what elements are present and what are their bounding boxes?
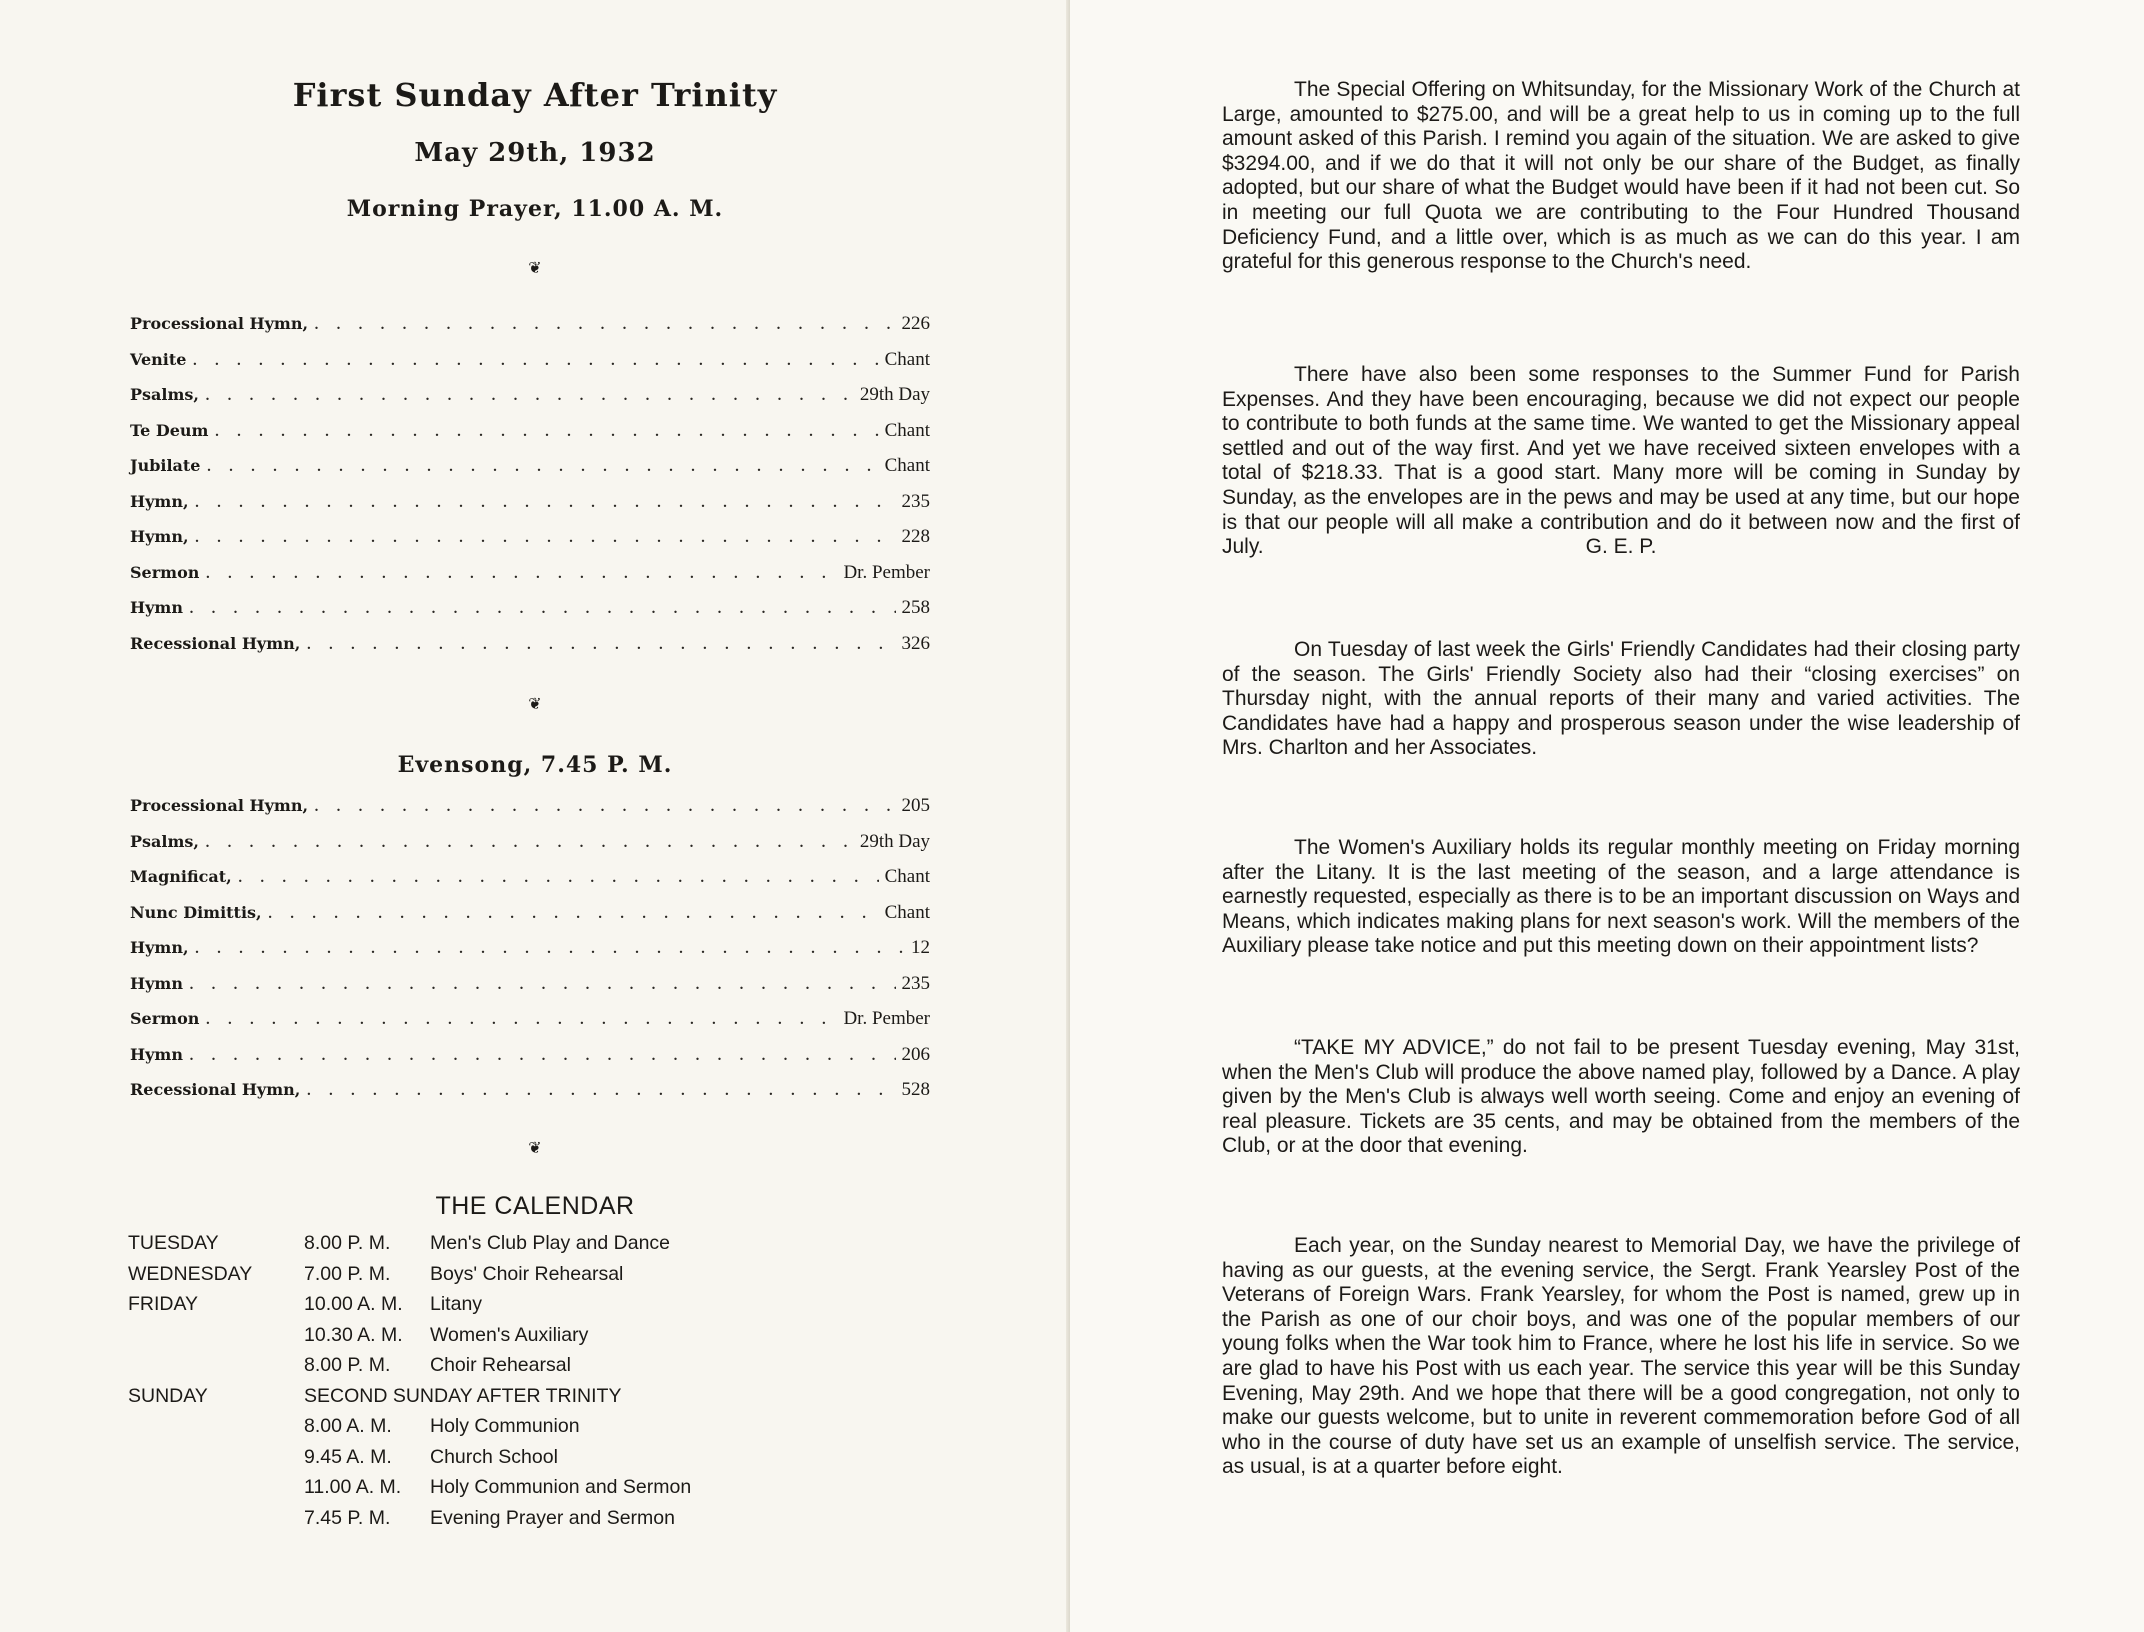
girls-friendly-paragraph: On Tuesday of last week the Girls' Friendly Candidates had their closing party of the season. The Girls' Friendly Society also had their “closing exercises” on Thursday night, with the annual reports of their many and varied activities. The Candidates have had a happy and prosperous season under the wise leadership of Mrs. Charlton and her Associates. (1222, 638, 2020, 760)
order-row: Processional Hymn, . . . 226 (130, 312, 930, 348)
order-row: Sermon . . . Dr. Pember (130, 1007, 930, 1043)
evensong-heading: Evensong, 7.45 P. M. (397, 752, 673, 778)
order-row: Processional Hymn, . . . 205 (130, 794, 930, 830)
evening-order-of-service (130, 794, 930, 1114)
morning-order-of-service (130, 312, 930, 667)
order-row: Hymn . . . 235 (130, 972, 930, 1008)
order-row: Hymn, . . . 235 (130, 490, 930, 526)
order-row: Magnificat, . . . Chant (130, 865, 930, 901)
order-row: Hymn, . . . 12 (130, 936, 930, 972)
missionary-offering-paragraph: The Special Offering on Whitsunday, for the Missionary Work of the Church at Large, amounted to $275.00, and will be a great help to us in coming up to the full amount asked of this Parish. I remind you again of the situation. We are asked to give $3294.00, and if we do that it will not only be our share of the Budget, as finally adopted, but our share of what the Budget would have been if it had not been cut. So in meeting our full Quota we are contributing to the Four Hundred Thousand Deficiency Fund, and a little over, which is as much as we can do this year. I am grateful for this generous response to the Church's need. (1222, 78, 2020, 274)
order-row: Recessional Hymn, . . . 326 (130, 632, 930, 668)
service-date: May 29th, 1932 (414, 138, 656, 168)
service-title: First Sunday After Trinity (292, 76, 778, 114)
ornament-icon: ❦ (528, 694, 542, 713)
memorial-day-paragraph: Each year, on the Sunday nearest to Memorial Day, we have the privilege of having as our guests, at the evening service, the Sergt. Frank Yearsley Post of the Veterans of Foreign Wars. Frank Yearsley, for whom the Post is named, grew up in the Parish as one of our choir boys, and was one of the popular members of our young folks when the War took him to France, where he lost his life in service. So we are glad to have his Post with us each year. The service this year will be this Sunday Evening, May 29th. And we hope that there will be a good congregation, not only to make our guests welcome, but to unite in reverent commemoration before God of all who in the course of duty have set us an example of unselfish service. The service, as usual, is at a quarter before eight. (1222, 1234, 2020, 1479)
womens-auxiliary-paragraph: The Women's Auxiliary holds its regular monthly meeting on Friday morning after the Litany. It is the last meeting of the season, and a large attendance is earnestly requested, especially as there is to be an important discussion on Ways and Means, which indicates making plans for next season's work. Will the members of the Auxiliary please take notice and put this meeting down on their appointment lists? (1222, 836, 2020, 958)
order-row: Te Deum . . . Chant (130, 419, 930, 455)
order-row: Jubilate . . . Chant (130, 454, 930, 490)
calendar-title: THE CALENDAR (435, 1192, 635, 1220)
morning-prayer-heading: Morning Prayer, 11.00 A. M. (346, 196, 724, 222)
ornament-icon: ❦ (528, 258, 542, 277)
order-row: Nunc Dimittis, . . . Chant (130, 901, 930, 937)
left-page: First Sunday After Trinity May 29th, 1932 Morning Prayer, 11.00 A. M. ❦ Processional Hymn, . . . 226 Venite . . . Chant Psalms, . . . 29th Day Te Deum . . . Chant Jubilate . . . Chant Hymn, . . . 235 Hymn, . . . 228 Sermon . . . Dr. Pember Hymn . . . 258 Recessional Hymn, . . . 326 ❦ Evensong, 7.45 P. M. Processional Hymn, . . . 205 Psalms, . . . 29th Day Magnificat, . . . Chant Nunc Dimittis, . . . Chant Hymn, . . . 12 Hymn . . . 235 Sermon . . . Dr. Pember Hymn . . . 206 Recessional Hymn, . . . 528 ❦ THE CALENDAR TUESDAY 8.00 P. M. Men's Club Play and Dance WEDNESDAY 7.00 P. M. Boys' Choir Rehearsal FRIDAY 10.00 A. M. Litany 10.30 A. M. Women's Auxiliary 8.00 P. M. Choir Rehearsal SUNDAY SECOND SUNDAY AFTER TRINITY 8.00 A. M. Holy Communion 9.45 A. M. Church School 11.00 A. M. Holy Communion and Sermon 7.45 P. M. Evening Prayer and Sermon (0, 0, 1070, 1632)
order-row: Hymn . . . 258 (130, 596, 930, 632)
mens-club-play-paragraph: “TAKE MY ADVICE,” do not fail to be present Tuesday evening, May 31st, when the Men's Club will produce the above named play, followed by a Dance. A play given by the Men's Club is always well worth seeing. Come and enjoy an evening of real pleasure. Tickets are 35 cents, and may be obtained from the members of the Club, or at the door that evening. (1222, 1036, 2020, 1158)
signature-initials: G. E. P. (1585, 535, 1657, 559)
order-row: Psalms, . . . 29th Day (130, 383, 930, 419)
order-row: Psalms, . . . 29th Day (130, 830, 930, 866)
order-row: Hymn, . . . 228 (130, 525, 930, 561)
summer-fund-paragraph: There have also been some responses to the Summer Fund for Parish Expenses. And they have been encouraging, because we did not expect our people to contribute to both funds at the same time. We wanted to get the Missionary appeal settled and out of the way first. And yet we have received sixteen envelopes with a total of $218.33. That is a good start. Many more will be coming in Sunday by Sunday, as the envelopes are in the pews and may be used at any time, but our hope is that our people will all make a contribution and do it between now and the first of July. G. E. P. (1222, 363, 2020, 559)
order-row: Sermon . . . Dr. Pember (130, 561, 930, 597)
order-row: Recessional Hymn, . . . 528 (130, 1078, 930, 1114)
order-row: Venite . . . Chant (130, 348, 930, 384)
ornament-icon: ❦ (528, 1138, 542, 1157)
order-row: Hymn . . . 206 (130, 1043, 930, 1079)
